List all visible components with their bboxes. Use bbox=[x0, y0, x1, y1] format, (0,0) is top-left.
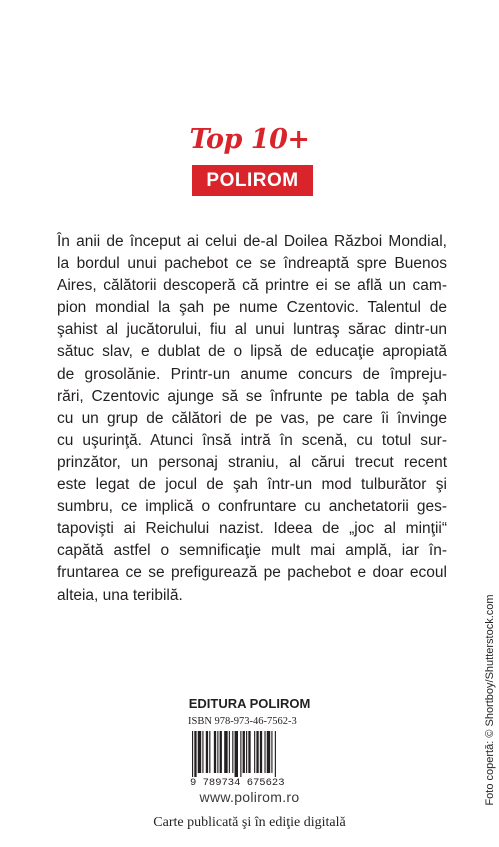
barcode-bar bbox=[202, 731, 203, 773]
barcode-digits: 9 789734 675623 bbox=[190, 777, 285, 787]
blurb-line: fruntarea ce se prefigurează pe pachebot e doar ecoul bbox=[57, 564, 447, 582]
book-blurb bbox=[57, 231, 447, 607]
barcode-bar bbox=[194, 731, 196, 777]
barcode-bar bbox=[232, 731, 233, 773]
barcode-bar bbox=[214, 731, 216, 773]
barcode-bar bbox=[264, 731, 265, 773]
blurb-line: prinzător, un personaj straniu, al cărui trecut recent bbox=[57, 453, 447, 471]
barcode-bar bbox=[248, 731, 250, 773]
digital-edition-note: Carte publicată şi în ediţie digitală bbox=[153, 815, 346, 830]
blurb-line: Aires, călătorii descoperă că printre ei se află un cam- bbox=[57, 277, 447, 295]
barcode-bar bbox=[254, 731, 255, 773]
blurb-line: este legat de jocul de şah într-un mod tulburător şi bbox=[57, 476, 447, 494]
series-label: Top 10+ bbox=[189, 124, 310, 155]
polirom-logo: POLIROM bbox=[192, 165, 313, 196]
publisher-website: www.polirom.ro bbox=[199, 789, 300, 805]
blurb-line: rări, Czentovic ajunge să se înfrunte pe tabla de şah bbox=[57, 387, 447, 405]
barcode bbox=[188, 731, 318, 787]
barcode-bar bbox=[229, 731, 230, 773]
barcode-bar bbox=[220, 731, 222, 773]
blurb-line: cu un grup de călători de pe vas, pe care îi învinge bbox=[57, 409, 447, 427]
blurb-line: sătuc slav, e dublat de o lipsă de educaţie apropiată bbox=[57, 343, 447, 361]
barcode-bar bbox=[256, 731, 258, 773]
blurb-line: de grosolănie. Printr-un anume concurs de împreju- bbox=[57, 365, 447, 383]
blurb-line: cu uşurinţă. Atunci însă intră în scenă, cu totul sur- bbox=[57, 431, 447, 449]
barcode-bar bbox=[260, 731, 262, 773]
blurb-line: şahist al jucătorului, fiu al unui luntraş sărac dintr-un bbox=[57, 321, 447, 339]
barcode-bar bbox=[235, 731, 238, 777]
barcode-bar bbox=[209, 731, 210, 773]
barcode-bar bbox=[240, 731, 241, 777]
publisher-name: EDITURA POLIROM bbox=[188, 696, 311, 711]
barcode-bar bbox=[224, 731, 227, 773]
blurb-line: sumbru, ce implică o confruntare cu anchetatorii ges- bbox=[57, 498, 447, 516]
barcode-bar bbox=[246, 731, 247, 773]
blurb-line: pion mondial la şah pe nume Czentovic. Talentul de bbox=[57, 299, 447, 317]
barcode-bar bbox=[243, 731, 245, 773]
barcode-bar bbox=[271, 731, 272, 773]
blurb-line: tapovişti ai Reichului nazist. Ideea de „joc al minţii“ bbox=[57, 520, 447, 538]
blurb-line: la bordul unui pachebot ce se îndreaptă spre Buenos bbox=[57, 255, 447, 273]
barcode-bar bbox=[267, 731, 270, 773]
barcode-bar bbox=[192, 731, 193, 777]
barcode-bar bbox=[275, 731, 276, 777]
barcode-bar bbox=[217, 731, 218, 773]
photo-credit-text: Foto copertă: © Shortboy/Shutterstock.com bbox=[484, 594, 496, 806]
barcode-bar bbox=[198, 731, 201, 773]
blurb-line: În anii de început ai celui de-al Doilea Război Mondial, bbox=[57, 233, 447, 250]
blurb-line: capătă astfel o semnificaţie mult mai amplă, iar în- bbox=[57, 542, 447, 560]
blurb-line: alteia, una teribilă. bbox=[57, 586, 183, 604]
isbn: ISBN 978-973-46-7562-3 bbox=[188, 716, 297, 727]
barcode-bar bbox=[206, 731, 208, 773]
